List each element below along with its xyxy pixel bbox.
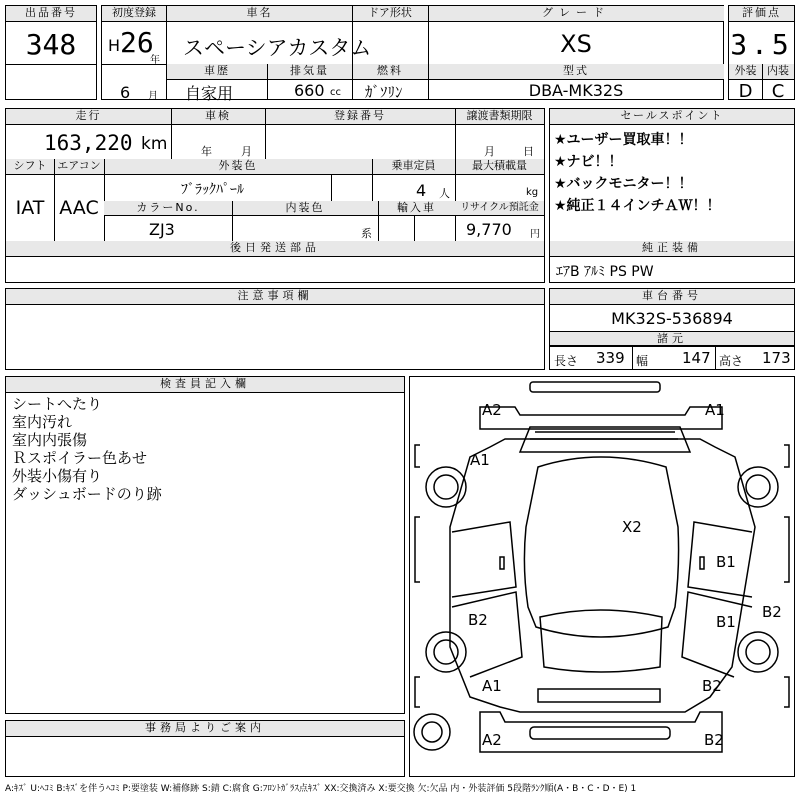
damage-mark: A2	[482, 401, 502, 419]
car-name: スペーシアカスタム	[183, 36, 372, 60]
equipment-label: 純正装備	[550, 241, 794, 257]
recycle-label: リサイクル預託金	[455, 201, 544, 216]
aircon-value: AAC	[59, 197, 99, 219]
interior-grade: C	[771, 81, 785, 102]
note-item: 外装小傷有り	[12, 467, 103, 485]
int-color-label: 内装色	[232, 201, 378, 216]
chassis-box	[549, 288, 795, 370]
car-diagram	[410, 377, 794, 776]
fuel-label: 燃料	[352, 64, 428, 80]
import-label: 輸入車	[378, 201, 455, 216]
month-unit: 月	[148, 91, 158, 102]
equipment-value: ｴｱB ｱﾙﾐ PS PW	[556, 264, 654, 280]
sales-point: ★純正１４インチＡＷ！！	[554, 198, 721, 214]
era: H	[108, 36, 121, 55]
inspector-label: 検査員記入欄	[6, 377, 404, 393]
wheel-fl	[426, 467, 466, 507]
office-label: 事務局よりご案内	[6, 721, 404, 737]
lot-box	[5, 5, 97, 100]
rating-box	[728, 5, 795, 100]
seats-unit: 人	[439, 187, 450, 200]
first-reg-label: 初度登録	[102, 6, 166, 22]
damage-mark: B2	[762, 603, 782, 621]
damage-mark: B2	[704, 731, 724, 749]
ext-color-value: ﾌﾞﾗｯｸﾊﾟｰﾙ	[181, 182, 244, 198]
damage-mark: A1	[470, 451, 490, 469]
mileage-label: 走行	[6, 109, 171, 125]
color-no-label: カラーNo.	[104, 201, 232, 216]
interior-grade-label: 内装	[762, 64, 794, 80]
rating-value: 3.5	[730, 28, 793, 61]
max-load-label: 最大積載量	[455, 159, 544, 175]
sales-points-box	[549, 108, 795, 283]
first-reg-box	[101, 5, 167, 100]
note-item: シートへたり	[12, 395, 103, 413]
later-parts-label: 後日発送部品	[6, 241, 544, 257]
grade-value: XS	[560, 30, 592, 58]
lot-number: 348	[25, 28, 77, 61]
inspection-label: 車検	[171, 109, 265, 125]
car-name-label: 車名	[167, 6, 352, 22]
transfer-day-unit: 日	[523, 145, 534, 158]
damage-mark: B2	[702, 677, 722, 695]
history-value: 自家用	[185, 84, 234, 103]
mileage-value: 163,220	[44, 131, 133, 155]
door-label: ドア形状	[352, 6, 428, 22]
width-value: 147	[682, 349, 711, 367]
car-diagram-box	[409, 376, 795, 777]
rear-window	[540, 610, 662, 672]
grade-label: グレード	[428, 6, 724, 22]
transfer-docs-label: 譲渡書類期限	[455, 109, 544, 125]
recycle-value: 9,770	[466, 220, 512, 239]
main-info-grid	[166, 5, 724, 103]
sales-points-label: セールスポイント	[550, 109, 794, 125]
chassis-value: MK32S-536894	[611, 309, 733, 328]
damage-mark: A1	[482, 677, 502, 695]
inspection-month-unit: 月	[241, 145, 252, 158]
top-bar	[530, 382, 660, 392]
color-no-value: ZJ3	[149, 220, 175, 239]
left-door-front	[452, 522, 516, 597]
displacement-value: 660	[294, 81, 325, 100]
inspector-notes	[12, 395, 162, 503]
lot-label: 出品番号	[6, 6, 96, 22]
legend-text: A:ｷｽﾞ U:ﾍｺﾐ B:ｷｽﾞを伴うﾍｺﾐ P:要塗装 W:補修跡 S:錆 C:腐食 G:ﾌﾛﾝﾄｶﾞﾗｽ点ｷｽﾞ XX:交換済み X:要交換 欠:欠品 内・外装評価 5段階ﾗﾝｸ順(A・B・C・D・E) 1	[5, 784, 637, 794]
damage-mark: B1	[716, 613, 736, 631]
seats-label: 乗車定員	[372, 159, 455, 175]
rear-bumper	[480, 712, 722, 752]
chassis-label: 車台番号	[550, 289, 794, 305]
seats-value: 4	[416, 181, 427, 200]
int-color-unit: 系	[361, 227, 372, 240]
reg-month: 6	[120, 83, 131, 102]
height-label: 高さ	[719, 354, 744, 368]
recycle-unit: 円	[530, 229, 540, 240]
sales-point: ★バックモニター！！	[554, 176, 693, 192]
fuel-value: ｶﾞｿﾘﾝ	[365, 83, 403, 101]
note-item: Ｒスポイラー色あせ	[12, 449, 148, 467]
history-label: 車歴	[167, 64, 267, 80]
length-label: 長さ	[554, 354, 579, 368]
reg-year: 26	[120, 26, 154, 59]
sales-point: ★ナビ！！	[554, 154, 623, 170]
exterior-grade-label: 外装	[729, 64, 762, 80]
wheel-rl	[426, 632, 466, 672]
displacement-label: 排気量	[267, 64, 352, 80]
caution-label: 注意事項欄	[6, 289, 544, 305]
shift-value: IAT	[15, 197, 45, 219]
displacement-unit: cc	[330, 87, 341, 98]
length-value: 339	[596, 349, 625, 367]
wheel-rr	[738, 632, 778, 672]
damage-mark: B2	[468, 611, 488, 629]
max-load-unit: kg	[526, 187, 539, 198]
exterior-grade: D	[738, 81, 753, 102]
inspector-box	[5, 376, 405, 714]
note-item: ダッシュボードのり跡	[12, 485, 162, 503]
rating-label: 評価点	[729, 6, 794, 22]
reg-no-label: 登録番号	[265, 109, 455, 125]
sales-point: ★ユーザー買取車！！	[554, 132, 693, 148]
damage-mark: B1	[716, 553, 736, 571]
model-label: 型式	[428, 64, 724, 80]
shift-label: シフト	[6, 159, 54, 175]
width-label: 幅	[636, 354, 649, 368]
damage-mark: X2	[622, 518, 642, 536]
mileage-unit: km	[141, 134, 168, 154]
dims-label: 諸元	[550, 332, 794, 346]
aircon-label: エアコン	[54, 159, 104, 175]
front-bumper	[480, 407, 722, 429]
spare-wheel	[414, 714, 450, 750]
model-value: DBA-MK32S	[528, 81, 624, 100]
sales-points-list	[554, 129, 721, 217]
rear-lights	[538, 689, 660, 702]
year-unit: 年	[150, 55, 160, 66]
office-box	[5, 720, 405, 777]
ext-color-label: 外装色	[104, 159, 372, 175]
transfer-month-unit: 月	[484, 145, 495, 158]
damage-mark: A2	[482, 731, 502, 749]
body-outline	[450, 439, 755, 712]
note-item: 室内内張傷	[12, 431, 88, 449]
caution-box	[5, 288, 545, 370]
detail-grid	[5, 108, 545, 283]
height-value: 173	[762, 349, 791, 367]
inspection-year-unit: 年	[201, 145, 212, 158]
note-item: 室内汚れ	[12, 413, 73, 431]
damage-mark: A1	[705, 401, 725, 419]
